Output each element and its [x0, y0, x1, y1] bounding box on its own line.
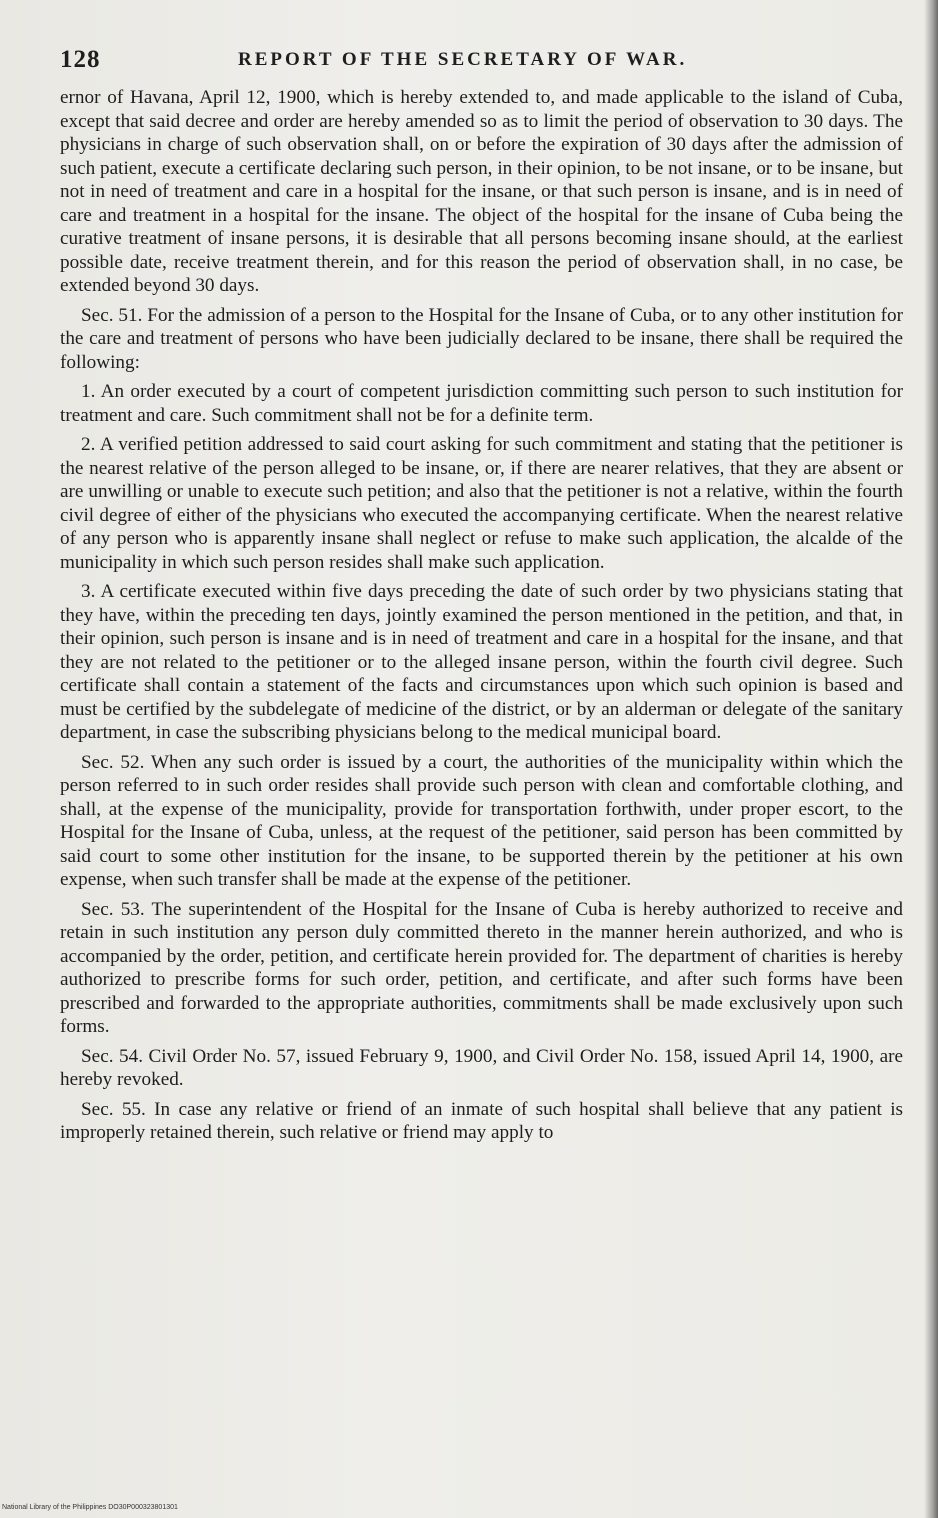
- page-header: [60, 46, 900, 76]
- paragraph-continuation: ernor of Havana, April 12, 1900, which is hereby extended to, and made applicable to the island of Cuba, except that said decree and order are hereby amended so as to limit the period of observation to 30 days. The physicians in charge of such observation shall, on or before the expiration of 30 days after the admission of such patient, execute a certificate declaring such person, in their opinion, to be not insane, or to be insane, but not in need of treatment and care in a hospital for the insane, or that such person is insane, and is in need of care and treatment in a hospital for the insane. The object of the hospital for the insane of Cuba being the curative treatment of insane persons, it is desirable that all persons becoming insane should, at the earliest possible date, receive treatment therein, and for this reason the period of observation shall, in no case, be extended beyond 30 days.: [60, 87, 903, 296]
- paragraph-item-1: 1. An order executed by a court of competent jurisdiction committing such person to such institution for treatment and care. Such commitment shall not be for a definite term.: [60, 381, 903, 426]
- running-head: REPORT OF THE SECRETARY OF WAR.: [238, 49, 688, 70]
- document-body: [60, 86, 903, 1145]
- paragraph-sec-51: Sec. 51. For the admission of a person to the Hospital for the Insane of Cuba, or to any other institution for the care and treatment of persons who have been judicially declared to be insane, there shall be required the following:: [60, 304, 903, 373]
- paragraph-sec-55: Sec. 55. In case any relative or friend of an inmate of such hospital shall believe that any patient is improperly retained therein, such relative or friend may apply to: [60, 1098, 903, 1143]
- library-stamp: National Library of the Philippines DO30P000323801301: [2, 1504, 178, 1511]
- paragraph-sec-52: Sec. 52. When any such order is issued by a court, the authorities of the municipality within which the person referred to in such order resides shall provide such person with clean and comfortable clothing, and shall, at the expense of the municipality, provide for transportation forthwith, under proper escort, to the Hospital for the Insane of Cuba, unless, at the request of the petitioner, said person has been committed by said court to some other institution for the insane, to be supported therein by the petitioner at his own expense, when such transfer shall be made at the expense of the petitioner.: [60, 751, 903, 890]
- page-edge-shadow: [924, 0, 938, 1518]
- paragraph-sec-53: Sec. 53. The superintendent of the Hospital for the Insane of Cuba is hereby authorized to receive and retain in such institution any person duly committed thereto in the manner herein authorized, and who is accompanied by the order, petition, and certificate herein provided for. The department of charities is hereby authorized to prescribe forms for such order, petition, and certificate, and after such forms have been prescribed and forwarded to the appropriate authorities, commitments shall be made exclusively upon such forms.: [60, 898, 903, 1037]
- paragraph-item-2: 2. A verified petition addressed to said court asking for such commitment and stating that the petitioner is the nearest relative of the person alleged to be insane, or, if there are nearer relatives, that they are absent or are unwilling or unable to execute such petition; and also that the petitioner is not a relative, within the fourth civil degree of either of the physicians who executed the accompanying certificate. When the nearest relative of any person who is apparently insane shall neglect or refuse to make such application, the alcalde of the municipality in which such person resides shall make such application.: [60, 434, 903, 573]
- page-number: 128: [60, 46, 101, 73]
- paragraph-item-3: 3. A certificate executed within five days preceding the date of such order by two physicians stating that they have, within the preceding ten days, jointly examined the person mentioned in the petition, and that, in their opinion, such person is insane and is in need of treatment and care in a hospital for the insane, and that they are not related to the petitioner or to the alleged insane person, within the fourth civil degree. Such certificate shall contain a statement of the facts and circumstances upon which such opinion is based and must be certified by the subdelegate of medicine of the district, or by an alderman or delegate of the sanitary department, in case the subscribing physicians belong to the medical municipal board.: [60, 581, 903, 743]
- paragraph-sec-54: Sec. 54. Civil Order No. 57, issued February 9, 1900, and Civil Order No. 158, issued April 14, 1900, are hereby revoked.: [60, 1045, 903, 1090]
